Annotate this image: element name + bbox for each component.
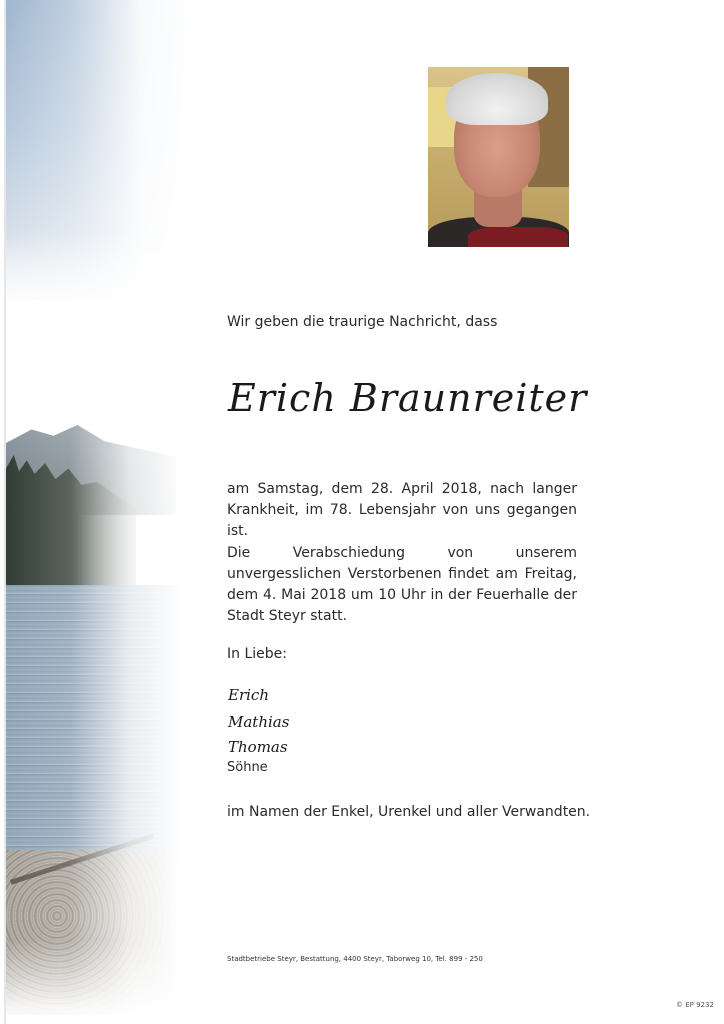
- print-code: © EP 9232: [676, 1001, 714, 1009]
- scene-fade-bottom: [0, 940, 200, 1024]
- portrait-photo: [428, 67, 569, 247]
- death-announcement-paragraph: am Samstag, dem 28. April 2018, nach langer Krankheit, im 78. Lebensjahr von uns gegangen ist.: [227, 481, 577, 539]
- relation-label: Söhne: [227, 760, 268, 775]
- funeral-home-footer: Stadtbetriebe Steyr, Bestattung, 4400 Steyr, Taborweg 10, Tel. 899 - 250: [227, 955, 483, 963]
- mourner-name: Mathias: [228, 713, 290, 731]
- closing-text: im Namen der Enkel, Urenkel und aller Verwandten.: [227, 804, 591, 820]
- farewell-ceremony-paragraph: Die Verabschiedung von unserem unvergesslichen Verstorbenen findet am Freitag, dem 4. Mai 2018 um 10 Uhr in der Feuerhalle der Stadt Steyr statt.: [227, 545, 577, 624]
- photo-collar: [468, 227, 568, 247]
- lake-landscape-decoration: [0, 0, 200, 1024]
- deceased-name: Erich Braunreiter: [228, 376, 588, 420]
- page-edge-line: [4, 0, 6, 1024]
- intro-text: Wir geben die traurige Nachricht, dass: [227, 314, 498, 330]
- photo-hair: [446, 73, 548, 125]
- scene-fade: [0, 400, 200, 1024]
- in-love-label: In Liebe:: [227, 646, 287, 662]
- mourner-name: Erich: [228, 686, 269, 704]
- mourner-name: Thomas: [228, 738, 288, 756]
